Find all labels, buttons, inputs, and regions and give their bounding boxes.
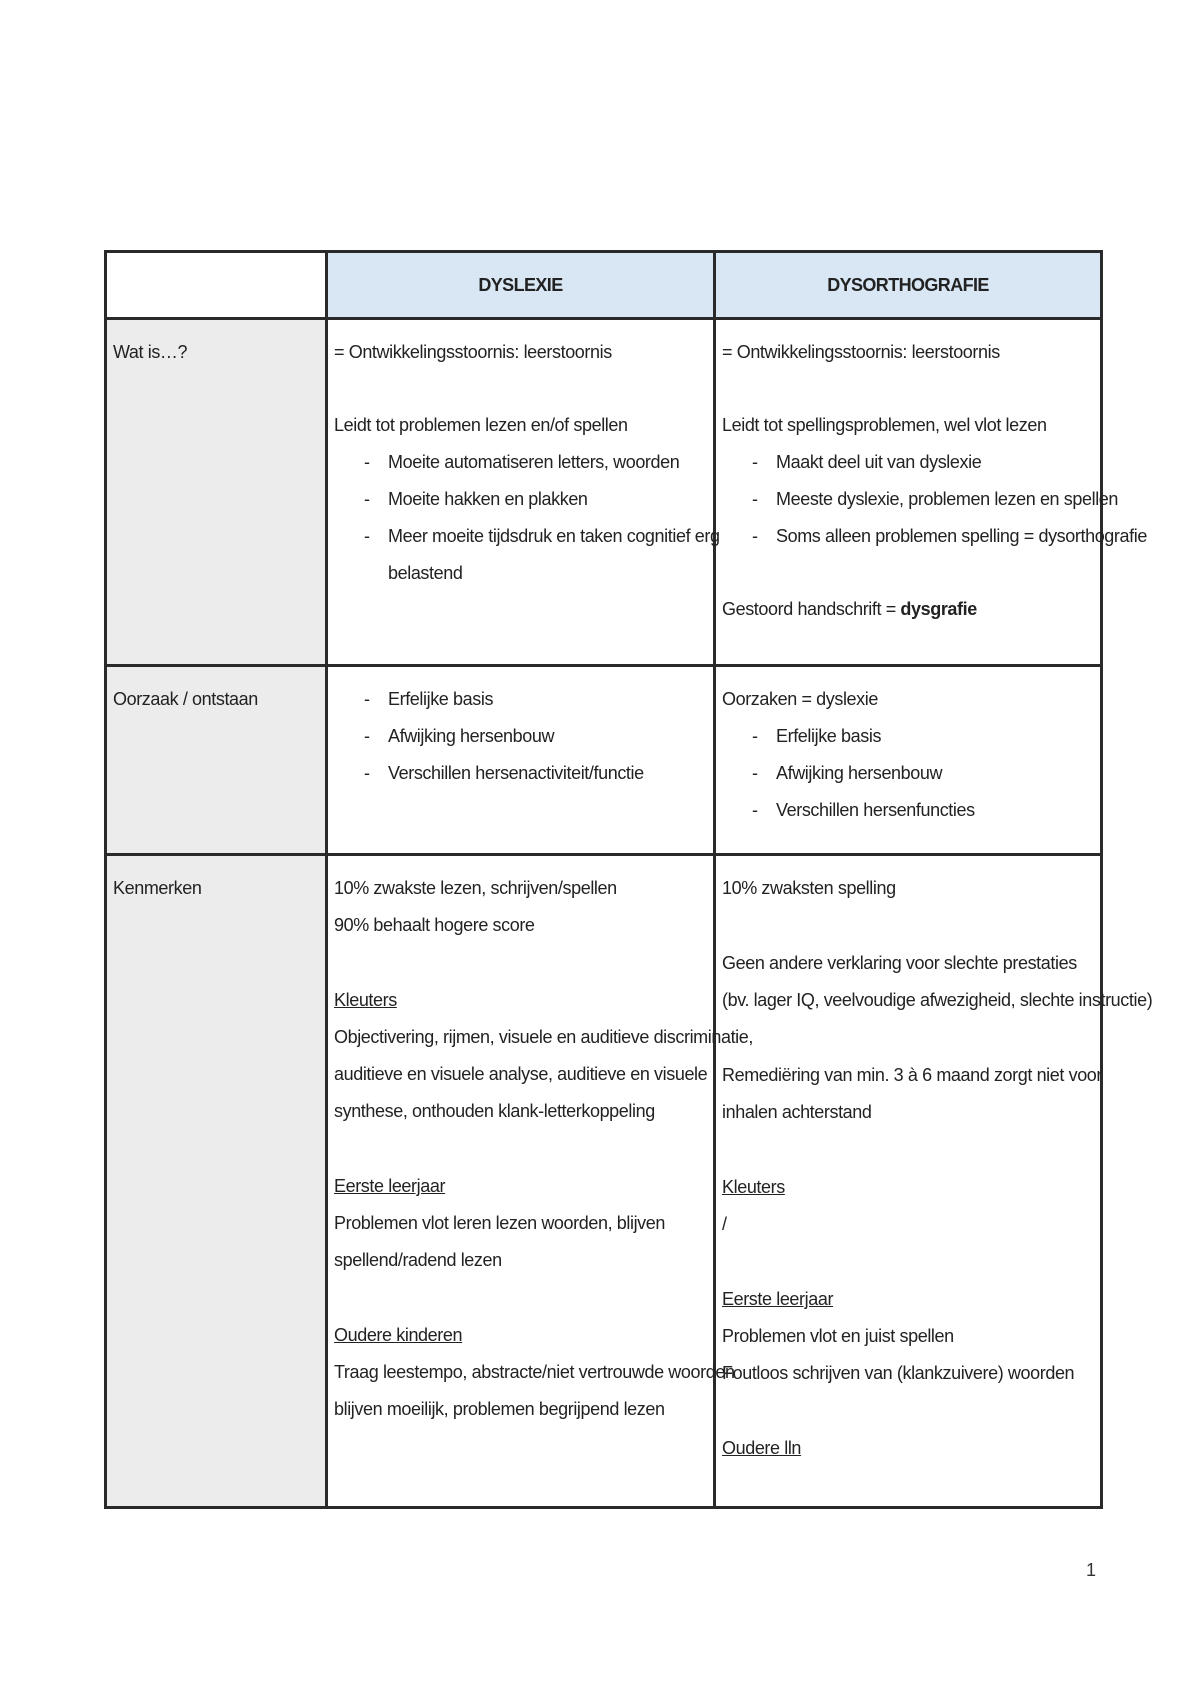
- list-item: - Maakt deel uit van dyslexie: [752, 444, 1094, 481]
- list-item: - Meer moeite tijdsdruk en taken cognitief erg belastend: [364, 518, 707, 592]
- cell-dysorthografie-wat-is: [715, 319, 1147, 666]
- comparison-table: [104, 250, 1153, 1509]
- page-number: 1: [1086, 1560, 1097, 1580]
- dysgrafie-note: Gestoord handschrift = dysgrafie: [722, 599, 977, 619]
- table-row-oorzaak: [106, 666, 1102, 855]
- intro-text: Leidt tot problemen lezen en/of spellen: [334, 415, 628, 435]
- list-item: - Verschillen hersenfuncties: [752, 792, 1094, 829]
- text-line: inhalen achterstand: [722, 1102, 872, 1122]
- text-line: Remediëring van min. 3 à 6 maand zorgt niet voor: [722, 1065, 1103, 1085]
- section-heading-oudere-kinderen: Oudere kinderen: [334, 1325, 463, 1345]
- text-line: Geen andere verklaring voor slechte prestaties: [722, 953, 1077, 973]
- text-line: Objectivering, rijmen, visuele en auditieve discriminatie,: [334, 1027, 753, 1047]
- list-item: - Erfelijke basis: [752, 718, 1094, 755]
- text-line: Foutloos schrijven van (klankzuivere) woorden: [722, 1363, 1075, 1383]
- definition-text: = Ontwikkelingsstoornis: leerstoornis: [722, 342, 1000, 362]
- list-item: - Meeste dyslexie, problemen lezen en spellen: [752, 481, 1094, 518]
- text-line: spellend/radend lezen: [334, 1250, 502, 1270]
- header-row: [106, 252, 1102, 319]
- text-line: (bv. lager IQ, veelvoudige afwezigheid, slechte instructie): [722, 990, 1153, 1010]
- text-line: synthese, onthouden klank-letterkoppeling: [334, 1101, 655, 1121]
- row-label-wat-is: Wat is…?: [106, 319, 327, 666]
- section-heading-kleuters: Kleuters: [334, 990, 397, 1010]
- section-heading-kleuters: Kleuters: [722, 1177, 785, 1197]
- list-item: - Afwijking hersenbouw: [752, 755, 1094, 792]
- dysgrafie-term: dysgrafie: [900, 599, 977, 619]
- row-label-oorzaak: Oorzaak / ontstaan: [106, 666, 327, 855]
- table-row-wat-is: [106, 319, 1102, 666]
- list-item-continuation: belastend: [388, 563, 463, 583]
- intro-text: Oorzaken = dyslexie: [722, 689, 878, 709]
- list-item: - Afwijking hersenbouw: [364, 718, 707, 755]
- bullet-list: [722, 718, 1094, 829]
- bullet-list: [334, 681, 707, 792]
- list-item: - Moeite automatiseren letters, woorden: [364, 444, 707, 481]
- section-heading-oudere-lln: Oudere lln: [722, 1438, 802, 1458]
- text-line: /: [722, 1214, 727, 1234]
- section-heading-eerste-leerjaar: Eerste leerjaar: [334, 1176, 446, 1196]
- cell-dyslexie-oorzaak: [327, 666, 715, 855]
- definition-text: = Ontwikkelingsstoornis: leerstoornis: [334, 342, 612, 362]
- cell-dysorthografie-oorzaak: [715, 666, 1102, 855]
- list-item: - Verschillen hersenactiviteit/functie: [364, 755, 707, 792]
- text-line: blijven moeilijk, problemen begrijpend lezen: [334, 1399, 665, 1419]
- cell-dysorthografie-kenmerken: [715, 855, 1153, 1508]
- text-line: Problemen vlot leren lezen woorden, blijven: [334, 1213, 665, 1233]
- cell-dyslexie-wat-is: [327, 319, 720, 666]
- bullet-list: [722, 444, 1147, 555]
- cell-dyslexie-kenmerken: [327, 855, 753, 1508]
- row-label-kenmerken: Kenmerken: [106, 855, 327, 1508]
- header-corner-cell: [106, 252, 327, 319]
- text-line: Traag leestempo, abstracte/niet vertrouwde woorden: [334, 1362, 735, 1382]
- text-line: 10% zwakste lezen, schrijven/spellen: [334, 878, 617, 898]
- text-line: auditieve en visuele analyse, auditieve en visuele: [334, 1064, 708, 1084]
- section-heading-eerste-leerjaar: Eerste leerjaar: [722, 1289, 834, 1309]
- list-item: - Moeite hakken en plakken: [364, 481, 707, 518]
- text-line: 90% behaalt hogere score: [334, 915, 535, 935]
- list-item: - Soms alleen problemen spelling = dysorthografie: [752, 518, 1094, 555]
- header-dysorthografie: DYSORTHOGRAFIE: [715, 252, 1102, 319]
- bullet-list: [334, 444, 720, 592]
- table-row-kenmerken: [106, 855, 1102, 1508]
- list-item: - Erfelijke basis: [364, 681, 707, 718]
- intro-text: Leidt tot spellingsproblemen, wel vlot lezen: [722, 415, 1047, 435]
- text-line: 10% zwaksten spelling: [722, 878, 896, 898]
- header-dyslexie: DYSLEXIE: [327, 252, 715, 319]
- text-line: Problemen vlot en juist spellen: [722, 1326, 954, 1346]
